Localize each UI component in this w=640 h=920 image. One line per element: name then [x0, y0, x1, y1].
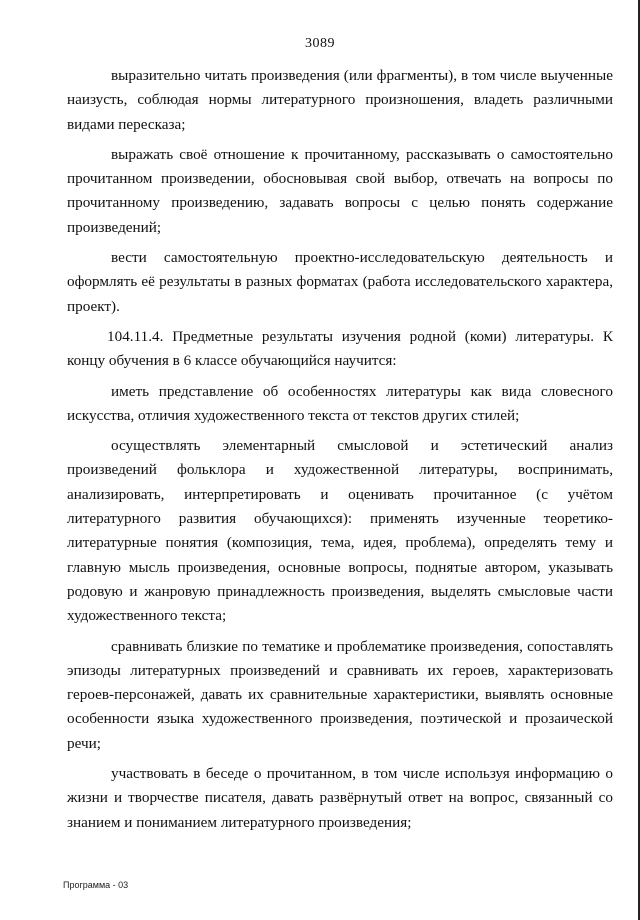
paragraph-express-attitude: выражать своё отношение к прочитанному, рассказывать о самостоятельно прочитанном произведении, обосновывая свой выбор, отвечать на вопросы по прочитанному произведению, задавать вопросы с целью понять содержание произведений;	[67, 145, 613, 236]
paragraph-discussion: участвовать в беседе о прочитанном, в том числе используя информацию о жизни и творчестве писателя, давать развёрнутый ответ на вопрос, связанный со знанием и пониманием литературного произведения;	[67, 765, 613, 831]
paragraph-analysis: осуществлять элементарный смысловой и эстетический анализ произведений фольклора и художественной литературы, воспринимать, анализировать, интерпретировать и оценивать прочитанное (с учётом литературного развития обучающихся): применять изученные теоретико-литературные понятия (композиция, тема, идея, проблема), определять тему и главную мысль произведения, основные вопросы, поднятые автором, указывать родовую и жанровую принадлежность произведения, выделять смысловые части художественного текста;	[67, 437, 613, 625]
page-number: 3089	[305, 36, 335, 51]
paragraph-project-activity: вести самостоятельную проектно-исследовательскую деятельность и оформлять её результаты в разных форматах (работа исследовательского характера, проект).	[67, 249, 613, 315]
section-heading-104-11-4: 104.11.4. Предметные результаты изучения родной (коми) литературы. К концу обучения в 6 классе обучающийся научится:	[67, 327, 613, 370]
footer-program-label: Программа - 03	[63, 880, 129, 890]
paragraph-literature-concept: иметь представление об особенностях литературы как вида словесного искусства, отличия художественного текста от текстов других стилей;	[67, 382, 613, 424]
paragraph-reading-skills: выразительно читать произведения (или фрагменты), в том числе выученные наизусть, соблюдая нормы литературного произношения, владеть различными видами пересказа;	[67, 67, 613, 133]
paragraph-compare-works: сравнивать близкие по тематике и проблематике произведения, сопоставлять эпизоды литературных произведений и сравнивать их героев, характеризовать героев-персонажей, давать их сравнительные характеристики, выявлять основные особенности языка художественного произведения, поэтической и прозаической речи;	[67, 637, 613, 752]
document-body	[67, 64, 613, 841]
